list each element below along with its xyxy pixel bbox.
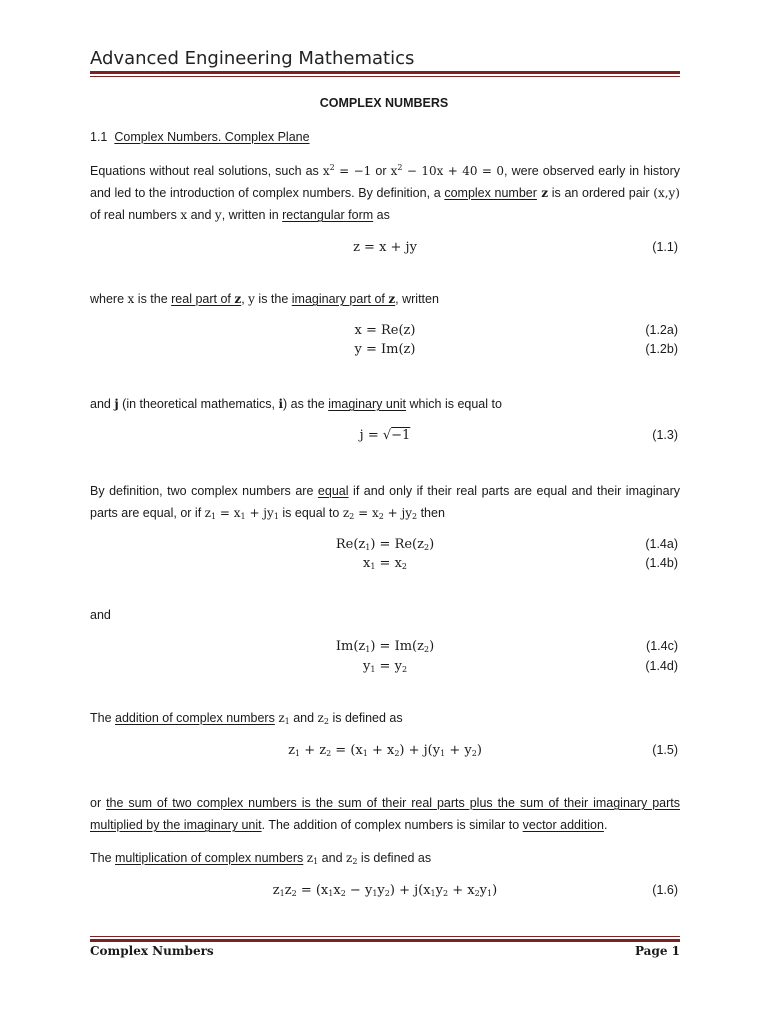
header-rule-thick [90,71,680,74]
equation-inline: $x^2 = -1$ [322,163,372,178]
math-var: x [180,208,188,222]
text: Equations without real solutions, such as [90,164,323,178]
subsection-heading [90,126,680,148]
equation-number: (1.5) [652,743,678,757]
equation-inline: $z_2 = x_2 + jy_2$ [342,506,418,521]
equation-number: (1.6) [652,883,678,897]
connector-text: and [90,608,111,622]
term-complex-number: complex number [444,186,537,200]
subsection-title: Complex Numbers. Complex Plane [114,130,310,144]
equation-1-4c [90,639,680,659]
equation-inline: $z_1 = x_1 + jy_1$ [204,506,279,521]
equation-number: (1.4b) [645,556,678,570]
term-multiplication: multiplication of complex numbers [115,851,304,865]
equation-expression: $x_1 = x_2$ [362,556,408,571]
equation-expression: y = Im(z) [354,342,416,357]
term-rectangular-form: rectangular form [282,208,374,222]
equation-1-6 [90,883,680,903]
term-real-part: real part of z [171,292,242,306]
equation-expression: z = x + jy [353,240,417,255]
paragraph-multiplication: The multiplication of complex numbers $z_1$ and $z_2$ is defined as [90,851,432,866]
equation-number: (1.2b) [645,342,678,356]
text: , were observed early in history and led to the introduction of complex numbers. By definition, a [90,164,681,200]
equation-1-2a [90,323,680,343]
term-addition: addition of complex numbers [115,711,275,725]
paragraph-imaginary-unit: and j (in theoretical mathematics, i) as the imaginary unit which is equal to [90,397,502,411]
term-imaginary-unit: imaginary unit [328,397,407,411]
paragraph-addition: The addition of complex numbers $z_1$ and $z_2$ is defined as [90,711,403,726]
equation-1-4d [90,659,680,679]
text: of real numbers [90,208,181,222]
paragraph-real-imag: where x is the real part of z, y is the imaginary part of z, written [90,292,439,306]
equation-1-4a [90,537,680,557]
text: is an ordered pair [548,186,654,200]
equation-number: (1.4d) [645,659,678,673]
math-var: z [536,186,549,200]
equation-expression: $y_1 = y_2$ [362,659,408,674]
equation-1-5 [90,743,680,763]
equation-number: (1.4a) [645,537,678,551]
paragraph-definition [90,160,680,226]
term-equal: equal [317,484,349,498]
equation-1-4b [90,556,680,576]
paragraph-equality: By definition, two complex numbers are equal if and only if their real parts are equal and their imaginary parts are equal, or if $z_1 = x_1 + jy_1$ is equal to $z_2 = x_2 + jy_2$ then [90,484,680,521]
equation-number: (1.1) [652,240,678,254]
equation-number: (1.3) [652,428,678,442]
term-sum-definition: the sum of two complex numbers is the sum of their real parts plus the sum of their imaginary parts multiplied by the imaginary unit [90,796,680,832]
equation-expression: $Im(z_1) = Im(z_2)$ [335,639,435,654]
text: and [187,208,215,222]
text: as [373,208,390,222]
math-var: (x,y) [653,186,680,200]
equation-1-2b [90,342,680,362]
footer-rule-thick [90,939,680,942]
header-rule-thin [90,76,680,77]
footer-chapter: Complex Numbers [90,944,214,958]
equation-expression: x = Re(z) [354,323,416,338]
paragraph-sum-explanation: or the sum of two complex numbers is the sum of their real parts plus the sum of their imaginary parts multiplied by the imaginary unit. The addition of complex numbers is similar to vector addition. [90,796,680,832]
text: , written in [221,208,283,222]
equation-1-1 [90,240,680,260]
sqrt-symbol: √ [382,428,392,443]
text: or [371,164,391,178]
equation-expression: j = √−1 [359,428,411,443]
term-vector-addition: vector addition [522,818,604,832]
footer-rule-thin [90,936,680,937]
equation-expression: $z_1z_2 = (x_1x_2 - y_1y_2) + j(x_1y_2 + x_2y_1)$ [272,883,498,898]
footer-page-number: Page 1 [634,944,680,958]
subsection-number: 1.1 [90,130,108,144]
section-title: COMPLEX NUMBERS [319,96,449,110]
equation-1-3 [90,428,680,448]
term-imaginary-part: imaginary part of z [291,292,396,306]
equation-number: (1.4c) [646,639,678,653]
math-var: y [214,208,222,222]
equation-expression: $Re(z_1) = Re(z_2)$ [335,537,435,552]
equation-expression: $z_1 + z_2 = (x_1 + x_2) + j(y_1 + y_2)$ [288,743,482,758]
header-title: Advanced Engineering Mathematics [90,48,415,69]
equation-number: (1.2a) [645,323,678,337]
equation-inline: $x^2 - 10x + 40 = 0$ [390,163,505,178]
